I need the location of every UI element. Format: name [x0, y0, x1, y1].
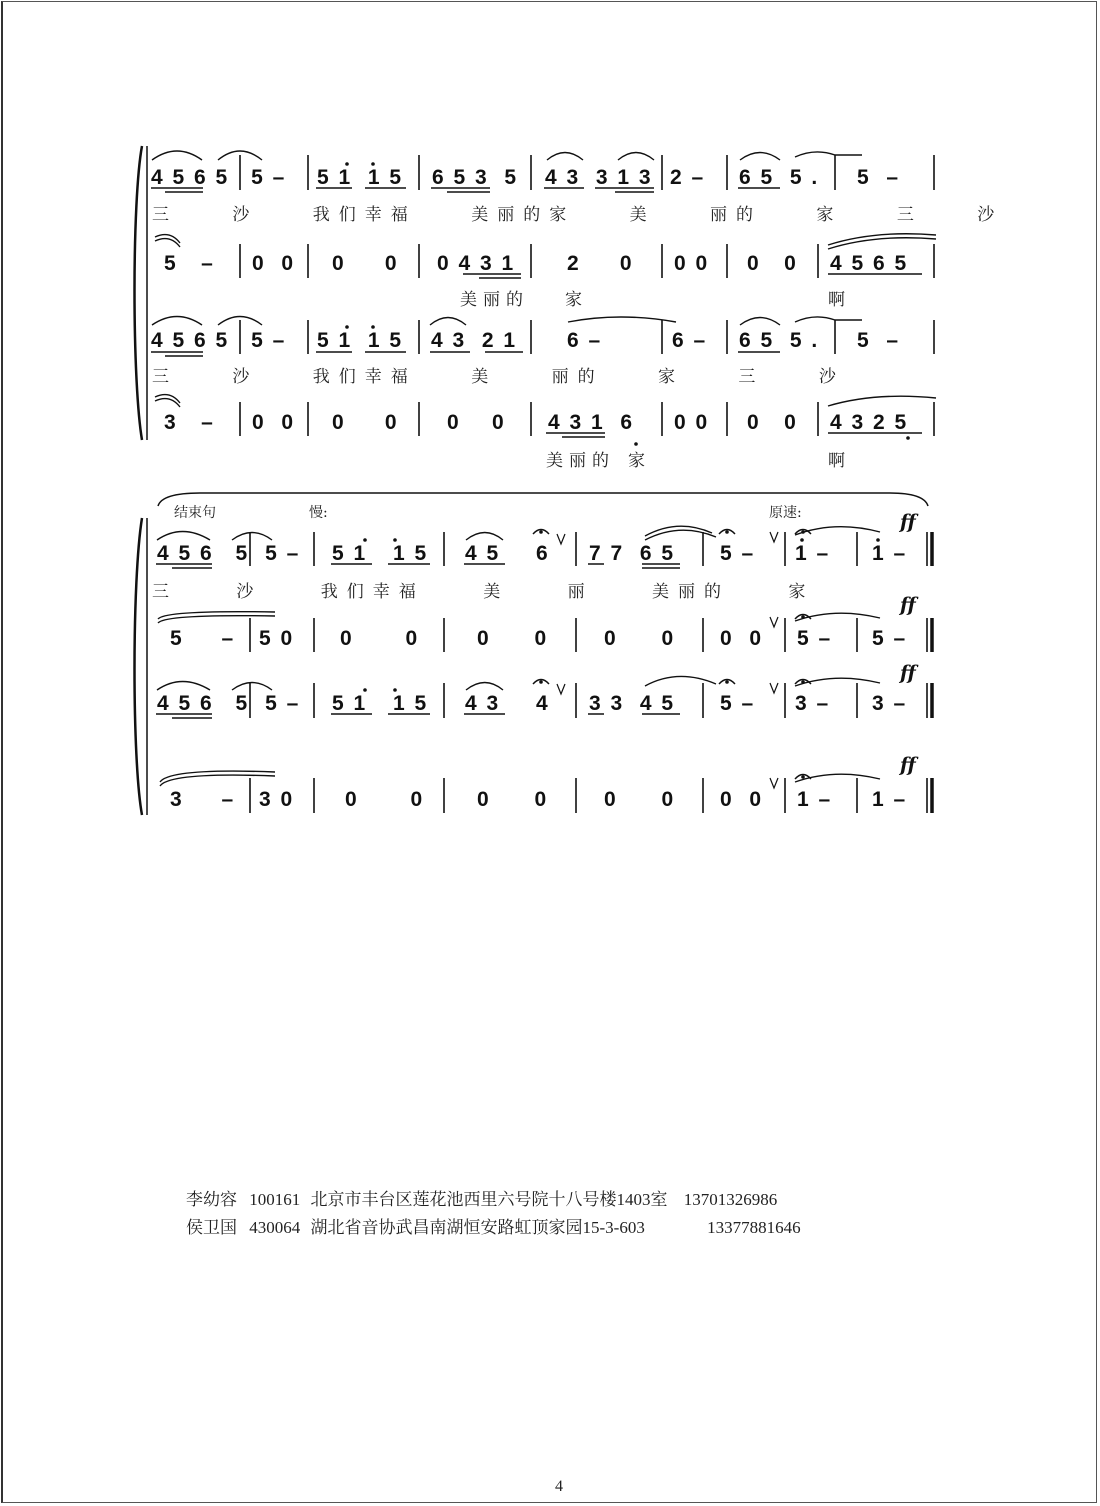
contact1-phone: 13701326986: [683, 1190, 778, 1209]
contact2-address: 湖北省音协武昌南湖恒安路虹顶家园15-3-603: [310, 1218, 645, 1237]
lyrics-s1-staff3: 三 沙 我们幸福 美 丽的 家 三 沙: [152, 367, 845, 387]
dynamic-ff-3: ff: [900, 662, 916, 684]
dynamic-ff-2: ff: [900, 594, 916, 616]
ending-label: 结束句: [174, 505, 216, 521]
tempo-slow: 慢:: [309, 505, 328, 521]
lyrics-s1-staff2-a: 美丽的: [460, 290, 529, 310]
contact2-postcode: 430064: [249, 1218, 301, 1237]
contact2-phone: 13377881646: [707, 1218, 801, 1237]
contact-line-1: [186, 1185, 777, 1210]
lyrics-s1-staff1: 三 沙 我们幸福 美丽的家 美 丽的 家 三 沙: [152, 205, 1004, 225]
lyrics-s1-staff4-b: 家: [628, 451, 654, 471]
contact1-address: 北京市丰台区莲花池西里六号院十八号楼1403室: [310, 1190, 668, 1209]
lyrics-s1-staff2-b: 家: [565, 290, 591, 310]
contact-line-2: [186, 1213, 801, 1238]
contact1-name: 李幼容: [186, 1190, 237, 1209]
page-number: 4: [555, 1478, 563, 1495]
tempo-original: 原速:: [769, 505, 802, 521]
lyrics-s1-staff4-c: 啊: [828, 451, 854, 471]
lyrics-s2-staff1: 三 沙 我们幸福 美 丽 美丽的 家: [152, 582, 815, 602]
contact2-name: 侯卫国: [186, 1218, 237, 1237]
lyrics-s1-staff4-a: 美丽的: [546, 451, 615, 471]
dynamic-ff-4: ff: [900, 754, 916, 776]
lyrics-s1-staff2-c: 啊: [828, 290, 854, 310]
contact1-postcode: 100161: [249, 1190, 301, 1209]
dynamic-ff-1: ff: [900, 511, 916, 533]
